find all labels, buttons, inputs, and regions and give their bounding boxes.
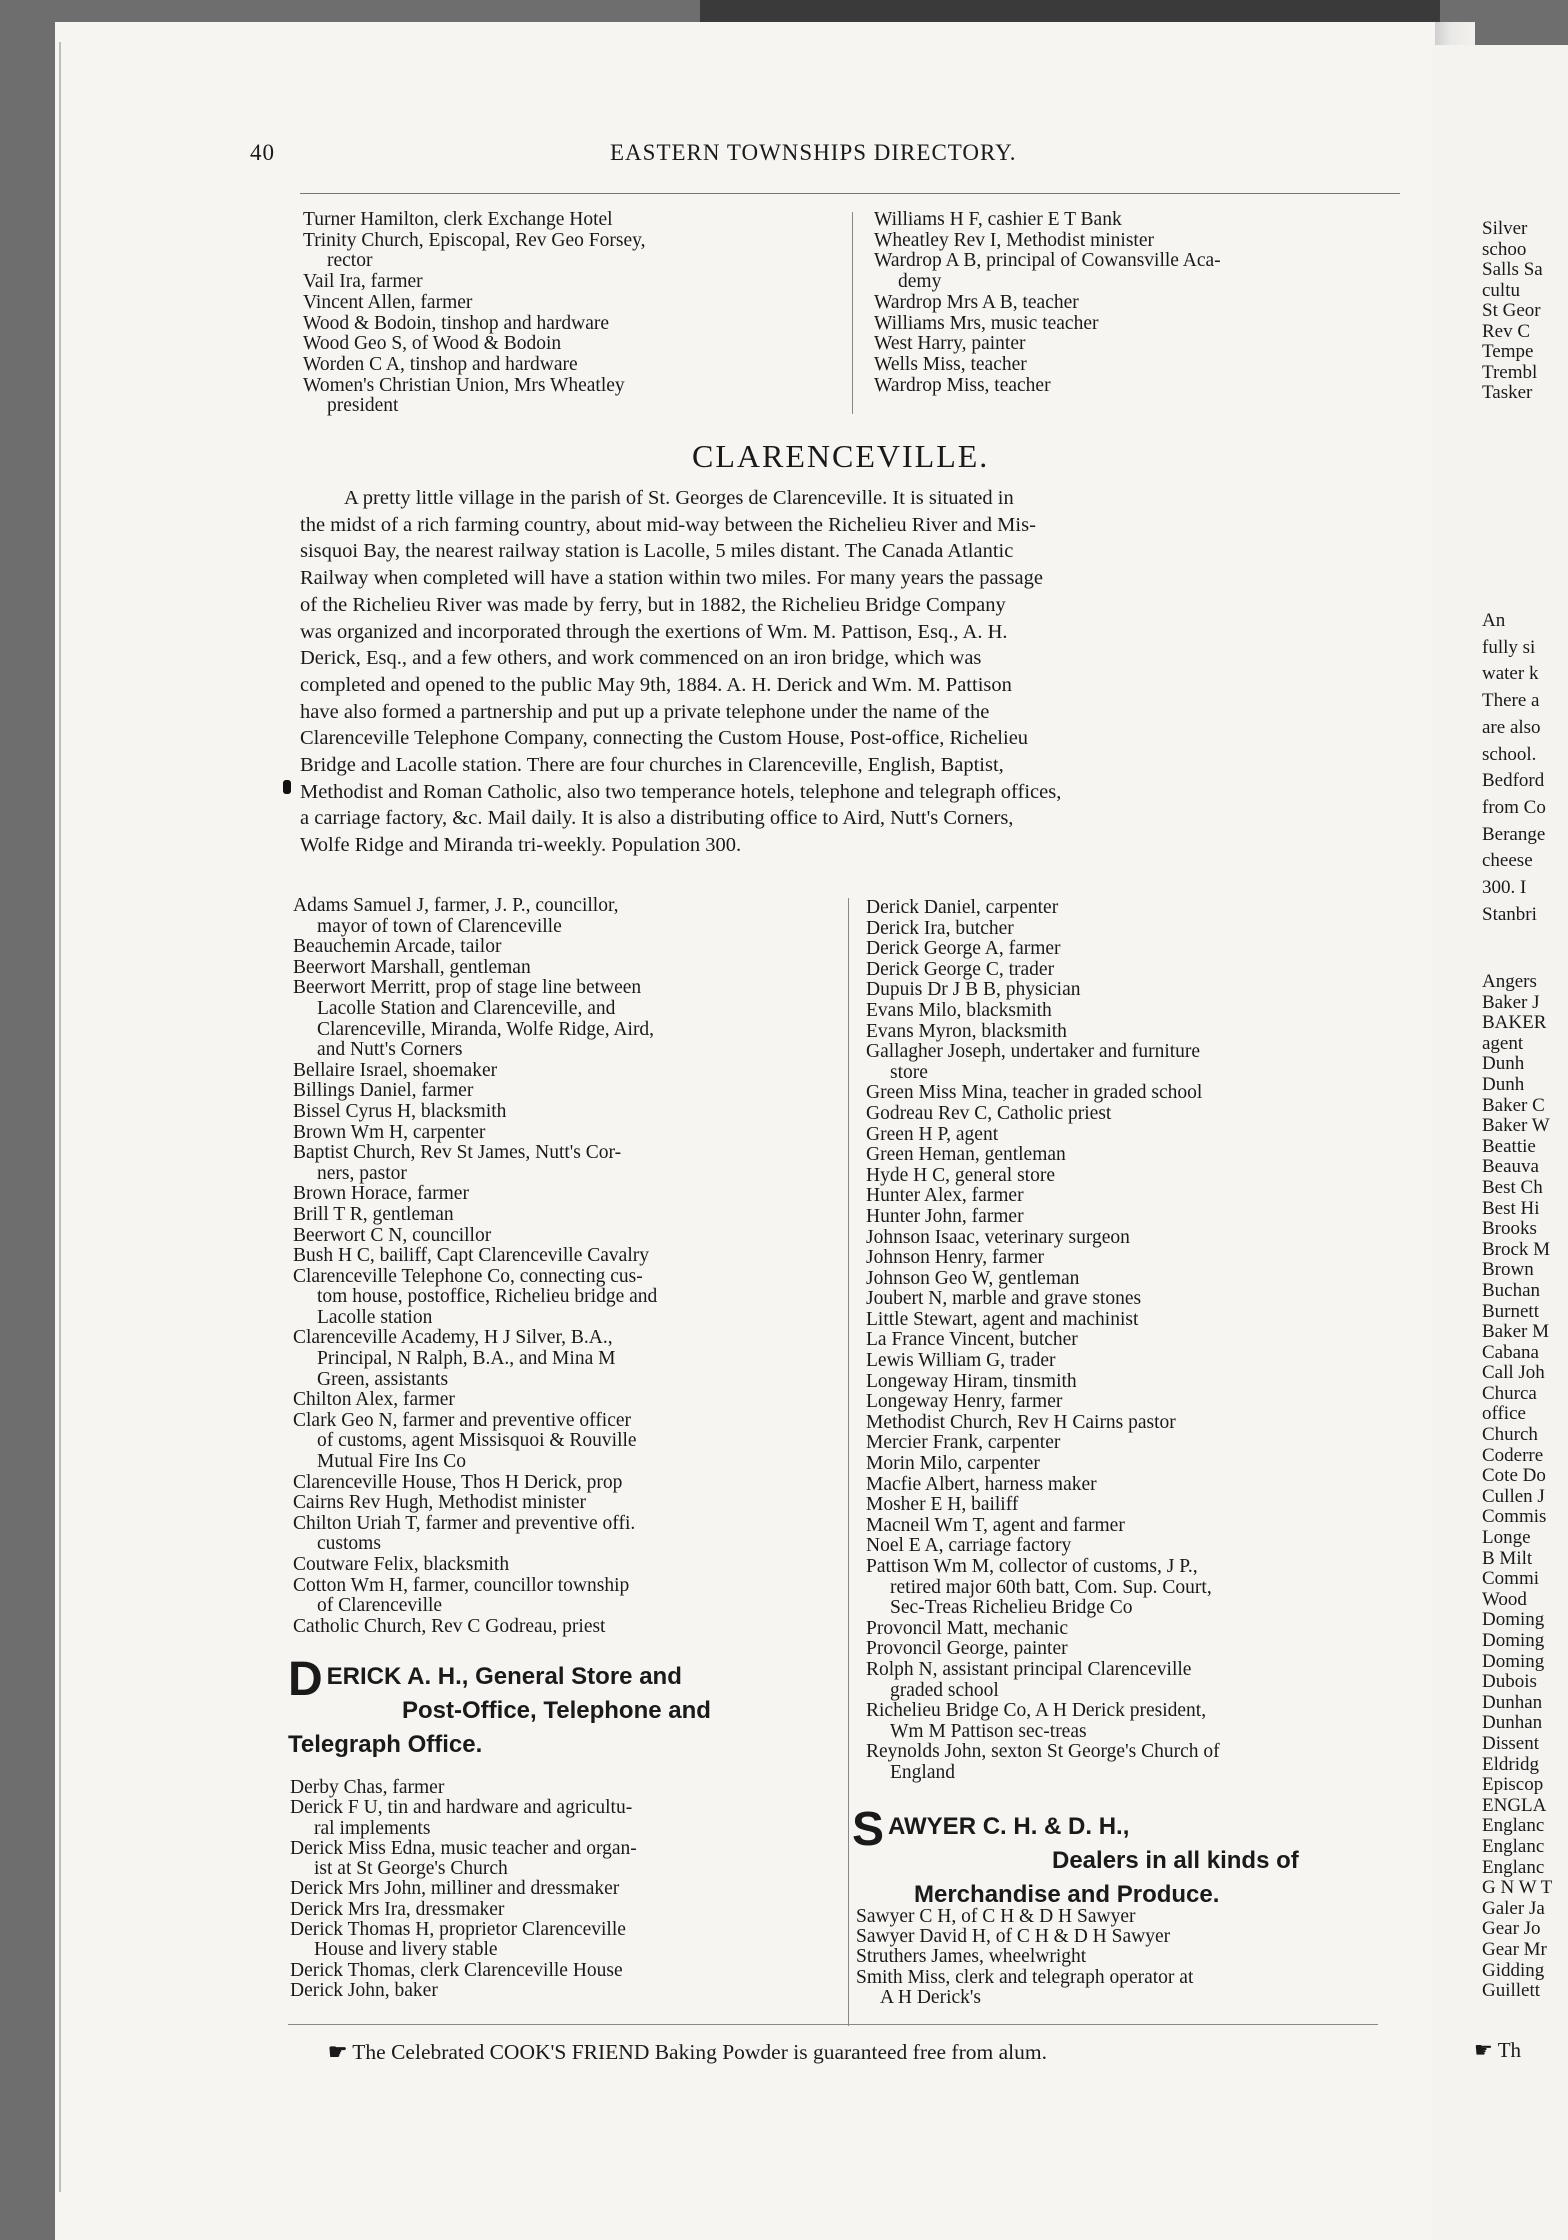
directory-entry: Richelieu Bridge Co, A H Derick president, <box>866 1700 1207 1722</box>
directory-entry: Hunter Alex, farmer <box>866 1185 1024 1207</box>
facing-page-footer-text: Th <box>1497 2038 1522 2062</box>
description-line: Bridge and Lacolle station. There are four churches in Clarenceville, English, Baptist, <box>300 754 1004 777</box>
description-line: Clarenceville Telephone Company, connecting the Custom House, Post-office, Richelieu <box>300 727 1029 750</box>
description-line: of the Richelieu River was made by ferry, but in 1882, the Richelieu Bridge Company <box>300 593 1006 616</box>
directory-entry: Joubert N, marble and grave stones <box>866 1288 1142 1310</box>
page-footer <box>328 2040 1047 2065</box>
directory-entry: Methodist Church, Rev H Cairns pastor <box>866 1411 1176 1433</box>
directory-entry: House and livery stable <box>314 1939 498 1961</box>
directory-entry: Derick Thomas, clerk Clarenceville House <box>290 1959 623 1981</box>
directory-entry: Clarenceville Academy, H J Silver, B.A., <box>293 1327 613 1349</box>
directory-entry: ners, pastor <box>317 1162 407 1184</box>
directory-entry: Derick Thomas H, proprietor Clarenceville <box>290 1919 626 1941</box>
directory-entry: England <box>890 1761 955 1783</box>
ad-line-1: ERICK A. H., General Store and <box>326 1663 682 1690</box>
left-column-listing <box>293 896 657 1637</box>
facing-page-fragment: Churca <box>1482 1382 1537 1404</box>
facing-page-fragment: Commis <box>1482 1506 1547 1528</box>
facing-page-fragment: Dissent <box>1482 1732 1539 1754</box>
ad-line-3: Merchandise and Produce. <box>914 1881 1220 1908</box>
directory-entry: A H Derick's <box>880 1986 981 2008</box>
directory-entry: and Nutt's Corners <box>317 1039 463 1061</box>
sawyer-advertisement <box>852 1803 1392 1912</box>
directory-entry: Evans Milo, blacksmith <box>866 999 1052 1021</box>
directory-entry: Clarenceville, Miranda, Wolfe Ridge, Aird, <box>317 1018 655 1040</box>
directory-entry: Wm M Pattison sec-treas <box>890 1720 1087 1742</box>
facing-page-fragment: schoo <box>1482 238 1527 260</box>
directory-entry: Women's Christian Union, Mrs Wheatley <box>303 374 625 396</box>
top-left-listing <box>303 210 646 417</box>
facing-page-fragment: 300. I <box>1482 877 1527 899</box>
ad-line-3: Telegraph Office. <box>288 1731 483 1758</box>
facing-page-fragment: Baker W <box>1482 1115 1550 1137</box>
directory-entry: Wheatley Rev I, Methodist minister <box>874 229 1154 251</box>
directory-entry: Reynolds John, sexton St George's Church of <box>866 1741 1220 1763</box>
facing-page-fragment: Coderre <box>1482 1444 1544 1466</box>
facing-page-fragment: Angers <box>1482 971 1537 992</box>
facing-page-fragment: ENGLA <box>1482 1794 1547 1816</box>
directory-entry: Lacolle Station and Clarenceville, and <box>317 997 616 1019</box>
directory-entry: Derick John, baker <box>290 1979 438 2001</box>
description-line: Derick, Esq., and a few others, and work commenced on an iron bridge, which was <box>300 647 982 670</box>
directory-entry: Johnson Henry, farmer <box>866 1247 1044 1269</box>
directory-entry: Godreau Rev C, Catholic priest <box>866 1102 1112 1124</box>
facing-page-fragment: Galer Ja <box>1482 1897 1545 1919</box>
facing-page-fragment: Cote Do <box>1482 1465 1546 1487</box>
facing-page-fragment: Englanc <box>1482 1835 1545 1857</box>
description-line: a carriage factory, &c. Mail daily. It is also a distributing office to Aird, Nutt's Corners, <box>300 807 1014 830</box>
facing-page-fragment: agent <box>1482 1032 1524 1054</box>
facing-page-fragment: Tasker <box>1482 382 1533 403</box>
directory-entry: tom house, postoffice, Richelieu bridge and <box>317 1286 658 1308</box>
directory-entry: Green Miss Mina, teacher in graded school <box>866 1082 1203 1104</box>
facing-page-fragment: Commi <box>1482 1568 1540 1590</box>
column-divider-main <box>848 898 849 2026</box>
directory-entry: Beerwort C N, councillor <box>293 1224 492 1246</box>
directory-entry: Derick Mrs Ira, dressmaker <box>290 1898 505 1920</box>
facing-page-fragment: Beauva <box>1482 1156 1539 1178</box>
facing-page-fragment: office <box>1482 1403 1526 1425</box>
directory-entry: Catholic Church, Rev C Godreau, priest <box>293 1615 606 1637</box>
ad-initial: S <box>852 1803 885 1856</box>
directory-entry: of Clarenceville <box>317 1595 443 1617</box>
directory-entry: rector <box>327 250 373 272</box>
directory-entry: Wells Miss, teacher <box>874 353 1027 375</box>
directory-entry: Mercier Frank, carpenter <box>866 1432 1061 1454</box>
facing-page-fragment: water k <box>1482 663 1539 685</box>
pointing-hand-icon: ☛ <box>328 2040 348 2064</box>
header-rule <box>300 193 1400 194</box>
column-divider-top <box>852 212 853 414</box>
directory-entry: Derby Chas, farmer <box>290 1777 445 1798</box>
directory-entry: Adams Samuel J, farmer, J. P., councillor, <box>293 895 619 916</box>
directory-entry: Struthers James, wheelwright <box>856 1946 1087 1968</box>
directory-entry: Sawyer David H, of C H & D H Sawyer <box>856 1926 1171 1948</box>
facing-page-fragment: Longe <box>1482 1527 1531 1549</box>
facing-page-fragment: An <box>1482 610 1506 631</box>
facing-page-fragment: Gear Jo <box>1482 1918 1541 1940</box>
directory-entry: of customs, agent Missisquoi & Rouville <box>317 1430 637 1452</box>
facing-page-fragment: Baker C <box>1482 1094 1545 1116</box>
directory-entry: Hunter John, farmer <box>866 1205 1024 1227</box>
facing-page <box>1432 45 1568 2240</box>
facing-page-fragment: Englanc <box>1482 1856 1545 1878</box>
directory-entry: Cotton Wm H, farmer, councillor township <box>293 1574 630 1596</box>
facing-page-fragment: from Co <box>1482 796 1546 818</box>
directory-entry: Beauchemin Arcade, tailor <box>293 936 502 958</box>
directory-entry: demy <box>898 271 942 293</box>
facing-page-list <box>1482 972 1552 2002</box>
description-line: sisquoi Bay, the nearest railway station is Lacolle, 5 miles distant. The Canada Atlantic <box>300 540 1014 563</box>
directory-entry: Billings Daniel, farmer <box>293 1080 474 1102</box>
facing-page-fragment: Trembl <box>1482 361 1538 383</box>
facing-page-fragment: Dunhan <box>1482 1691 1543 1713</box>
directory-entry: Morin Milo, carpenter <box>866 1453 1040 1475</box>
facing-page-fragment: Bedford <box>1482 770 1545 792</box>
directory-entry: Hyde H C, general store <box>866 1164 1055 1186</box>
footer-rule <box>288 2024 1378 2025</box>
directory-entry: Rolph N, assistant principal Clarenceville <box>866 1658 1192 1680</box>
facing-page-fragment: Call Joh <box>1482 1362 1545 1384</box>
directory-entry: Pattison Wm M, collector of customs, J P., <box>866 1556 1198 1577</box>
facing-page-fragment: Doming <box>1482 1609 1545 1631</box>
village-description <box>300 485 1396 859</box>
directory-entry: Principal, N Ralph, B.A., and Mina M <box>317 1348 616 1370</box>
facing-page-fragment: Buchan <box>1482 1279 1541 1301</box>
directory-entry: Macfie Albert, harness maker <box>866 1473 1097 1495</box>
facing-page-fragment: Brooks <box>1482 1218 1537 1240</box>
facing-page-fragment: Baker M <box>1482 1321 1550 1343</box>
directory-entry: Lacolle station <box>317 1306 433 1328</box>
directory-entry: customs <box>317 1533 381 1555</box>
page-number: 40 <box>250 140 275 165</box>
directory-entry: Brown Horace, farmer <box>293 1183 469 1205</box>
directory-entry: Clarenceville Telephone Co, connecting cus- <box>293 1265 643 1287</box>
facing-page-fragment: Wood <box>1482 1588 1527 1610</box>
facing-page-fragment: Best Ch <box>1482 1176 1543 1198</box>
directory-entry: Green H P, agent <box>866 1123 999 1145</box>
directory-entry: ist at St George's Church <box>314 1858 508 1880</box>
margin-mark <box>283 780 291 794</box>
directory-entry: Green Heman, gentleman <box>866 1144 1066 1166</box>
facing-page-fragment: Best Hi <box>1482 1197 1540 1219</box>
directory-entry: Smith Miss, clerk and telegraph operator at <box>856 1966 1194 1988</box>
facing-page-fragment: Doming <box>1482 1650 1545 1672</box>
directory-entry: graded school <box>890 1679 999 1701</box>
directory-entry: store <box>890 1061 928 1083</box>
directory-entry: Williams Mrs, music teacher <box>874 312 1099 334</box>
facing-page-fragment: school. <box>1482 743 1537 765</box>
facing-page-fragment: cultu <box>1482 279 1520 301</box>
directory-entry: Derick Daniel, carpenter <box>866 897 1059 918</box>
directory-entry: Trinity Church, Episcopal, Rev Geo Forsey, <box>303 229 646 251</box>
directory-entry: Chilton Alex, farmer <box>293 1389 455 1411</box>
facing-page-fragment: Doming <box>1482 1630 1545 1651</box>
description-line: have also formed a partnership and put up a private telephone under the name of the <box>300 700 990 723</box>
directory-entry: Green, assistants <box>317 1368 449 1390</box>
facing-page-fragment: Stanbri <box>1482 903 1537 925</box>
directory-entry: Derick F U, tin and hardware and agricultu- <box>290 1797 633 1819</box>
facing-page-fragment: Gear Mr <box>1482 1938 1547 1960</box>
description-line: was organized and incorporated through the exertions of Wm. M. Pattison, Esq., A. H. <box>300 620 1008 643</box>
directory-entry: Cairns Rev Hugh, Methodist minister <box>293 1492 587 1514</box>
directory-entry: Gallagher Joseph, undertaker and furniture <box>866 1041 1201 1063</box>
directory-entry: Derick Mrs John, milliner and dressmaker <box>290 1878 620 1900</box>
directory-entry: Longeway Henry, farmer <box>866 1391 1063 1413</box>
facing-page-fragment: Dunhan <box>1482 1712 1543 1734</box>
scan-border <box>700 0 1440 22</box>
directory-entry: Bush H C, bailiff, Capt Clarenceville Cavalry <box>293 1245 649 1267</box>
directory-entry: Vincent Allen, farmer <box>303 291 473 313</box>
directory-entry: Clarenceville House, Thos H Derick, prop <box>293 1471 623 1493</box>
ad-line-2: Dealers in all kinds of <box>1052 1847 1299 1874</box>
description-line: the midst of a rich farming country, about mid-way between the Richelieu River and Mis- <box>300 513 1036 536</box>
facing-page-fragment: Eldridg <box>1482 1753 1539 1775</box>
directory-entry: Sawyer C H, of C H & D H Sawyer <box>856 1906 1136 1927</box>
page-edge-line <box>59 42 61 2192</box>
facing-page-fragment: G N W T <box>1482 1877 1553 1899</box>
directory-entry: Brill T R, gentleman <box>293 1203 454 1225</box>
facing-page-fragment: BAKER <box>1482 1012 1547 1034</box>
facing-page-fragment: Baker J <box>1482 991 1540 1013</box>
directory-entry: Mosher E H, bailiff <box>866 1494 1019 1516</box>
facing-page-fragment: Beattie <box>1482 1135 1536 1157</box>
facing-page-fragment: are also <box>1482 716 1541 738</box>
right-column-listing <box>866 898 1220 1784</box>
directory-entry: Derick Miss Edna, music teacher and organ- <box>290 1837 637 1859</box>
pointing-hand-icon: ☛ <box>1474 2038 1493 2062</box>
facing-page-fragment: Brock M <box>1482 1238 1551 1260</box>
facing-page-fragment: Gidding <box>1482 1959 1545 1981</box>
facing-page-fragment: Burnett <box>1482 1300 1539 1322</box>
directory-entry: Wardrop Miss, teacher <box>874 374 1051 396</box>
facing-page-fragment: There a <box>1482 690 1540 712</box>
facing-page-fragment: Cullen J <box>1482 1485 1545 1507</box>
directory-entry: Evans Myron, blacksmith <box>866 1020 1067 1042</box>
directory-entry: Sec-Treas Richelieu Bridge Co <box>890 1597 1133 1619</box>
left-column-listing-2 <box>290 1778 637 2001</box>
directory-entry: Williams H F, cashier E T Bank <box>874 209 1122 230</box>
section-title: CLARENCEVILLE. <box>692 438 990 474</box>
directory-entry: Coutware Felix, blacksmith <box>293 1554 510 1575</box>
directory-entry: Wood & Bodoin, tinshop and hardware <box>303 312 610 334</box>
directory-entry: Brown Wm H, carpenter <box>293 1121 486 1143</box>
facing-page-fragment: fully si <box>1482 636 1536 658</box>
description-line: completed and opened to the public May 9th, 1884. A. H. Derick and Wm. M. Pattison <box>300 673 1012 696</box>
description-line: Wolfe Ridge and Miranda tri-weekly. Population 300. <box>300 834 742 857</box>
facing-page-fragment: Dunh <box>1482 1053 1525 1075</box>
directory-entry: Clark Geo N, farmer and preventive officer <box>293 1409 632 1431</box>
directory-entry: Worden C A, tinshop and hardware <box>303 353 578 375</box>
directory-entry: Vail Ira, farmer <box>303 271 423 293</box>
directory-entry: Lewis William G, trader <box>866 1350 1056 1372</box>
directory-entry: Derick George A, farmer <box>866 938 1061 960</box>
facing-page-fragment: Rev C <box>1482 320 1531 342</box>
facing-page-fragment: Dubois <box>1482 1671 1537 1693</box>
facing-page-fragment: Cabana <box>1482 1341 1539 1363</box>
directory-entry: Dupuis Dr J B B, physician <box>866 979 1081 1001</box>
directory-entry: Bellaire Israel, shoemaker <box>293 1059 498 1081</box>
description-line: Railway when completed will have a station within two miles. For many years the passage <box>300 567 1043 590</box>
directory-entry: Baptist Church, Rev St James, Nutt's Cor- <box>293 1142 622 1164</box>
directory-entry: mayor of town of Clarenceville <box>317 915 562 937</box>
facing-page-fragment: Dunh <box>1482 1073 1525 1095</box>
directory-entry: retired major 60th batt, Com. Sup. Court, <box>890 1576 1212 1598</box>
directory-entry: Beerwort Marshall, gentleman <box>293 956 531 978</box>
facing-page-fragment: Englanc <box>1482 1815 1545 1837</box>
description-line: A pretty little village in the parish of St. Georges de Clarenceville. It is situated in <box>344 487 1014 509</box>
facing-page-fragment: Tempe <box>1482 341 1534 362</box>
directory-entry: ral implements <box>314 1817 431 1839</box>
directory-entry: Beerwort Merritt, prop of stage line between <box>293 977 642 999</box>
directory-entry: Derick Ira, butcher <box>866 917 1014 939</box>
facing-page-fragment: cheese <box>1482 850 1533 872</box>
directory-entry: Noel E A, carriage factory <box>866 1535 1072 1557</box>
directory-entry: Chilton Uriah T, farmer and preventive offi. <box>293 1512 636 1534</box>
facing-page-paragraph <box>1482 608 1546 928</box>
directory-entry: Johnson Isaac, veterinary surgeon <box>866 1226 1130 1248</box>
directory-entry: Macneil Wm T, agent and farmer <box>866 1514 1125 1536</box>
facing-page-fragment: Guillett <box>1482 1980 1541 2002</box>
directory-entry: Wood Geo S, of Wood & Bodoin <box>303 333 562 355</box>
facing-page-fragment: Episcop <box>1482 1774 1544 1796</box>
directory-entry: Mutual Fire Ins Co <box>317 1451 466 1473</box>
facing-page-top-entries <box>1482 219 1543 404</box>
directory-entry: Provoncil George, painter <box>866 1638 1068 1660</box>
facing-page-fragment: Berange <box>1482 823 1546 845</box>
derick-advertisement <box>288 1653 818 1762</box>
directory-entry: La France Vincent, butcher <box>866 1329 1078 1351</box>
directory-entry: Bissel Cyrus H, blacksmith <box>293 1100 507 1122</box>
directory-entry: Wardrop Mrs A B, teacher <box>874 291 1079 313</box>
directory-entry: Wardrop A B, principal of Cowansville Aca- <box>874 250 1221 272</box>
facing-page-fragment: St Geor <box>1482 300 1541 321</box>
page-title: EASTERN TOWNSHIPS DIRECTORY. <box>610 140 1017 165</box>
directory-entry: Derick George C, trader <box>866 958 1055 980</box>
footer-text: The Celebrated COOK'S FRIEND Baking Powder is guaranteed free from alum. <box>352 2040 1047 2064</box>
top-right-listing <box>874 210 1221 396</box>
ad-line-1: AWYER C. H. & D. H., <box>888 1813 1130 1840</box>
directory-entry: Provoncil Matt, mechanic <box>866 1617 1068 1639</box>
directory-entry: president <box>327 395 399 417</box>
description-line: Methodist and Roman Catholic, also two temperance hotels, telephone and telegraph offices, <box>300 780 1062 803</box>
right-column-listing-2 <box>856 1907 1193 2008</box>
facing-page-footer <box>1474 2040 1521 2061</box>
facing-page-fragment: Brown <box>1482 1259 1534 1281</box>
directory-entry: Johnson Geo W, gentleman <box>866 1267 1080 1289</box>
directory-entry: Turner Hamilton, clerk Exchange Hotel <box>303 209 613 230</box>
facing-page-fragment: B Milt <box>1482 1547 1533 1569</box>
directory-entry: Little Stewart, agent and machinist <box>866 1308 1139 1330</box>
ad-initial: D <box>288 1653 323 1706</box>
facing-page-fragment: Salls Sa <box>1482 259 1543 280</box>
facing-page-fragment: Church <box>1482 1424 1538 1446</box>
directory-entry: Longeway Hiram, tinsmith <box>866 1370 1077 1392</box>
ad-line-2: Post-Office, Telephone and <box>402 1697 711 1724</box>
directory-entry: West Harry, painter <box>874 333 1026 355</box>
facing-page-fragment: Silver <box>1482 218 1528 239</box>
